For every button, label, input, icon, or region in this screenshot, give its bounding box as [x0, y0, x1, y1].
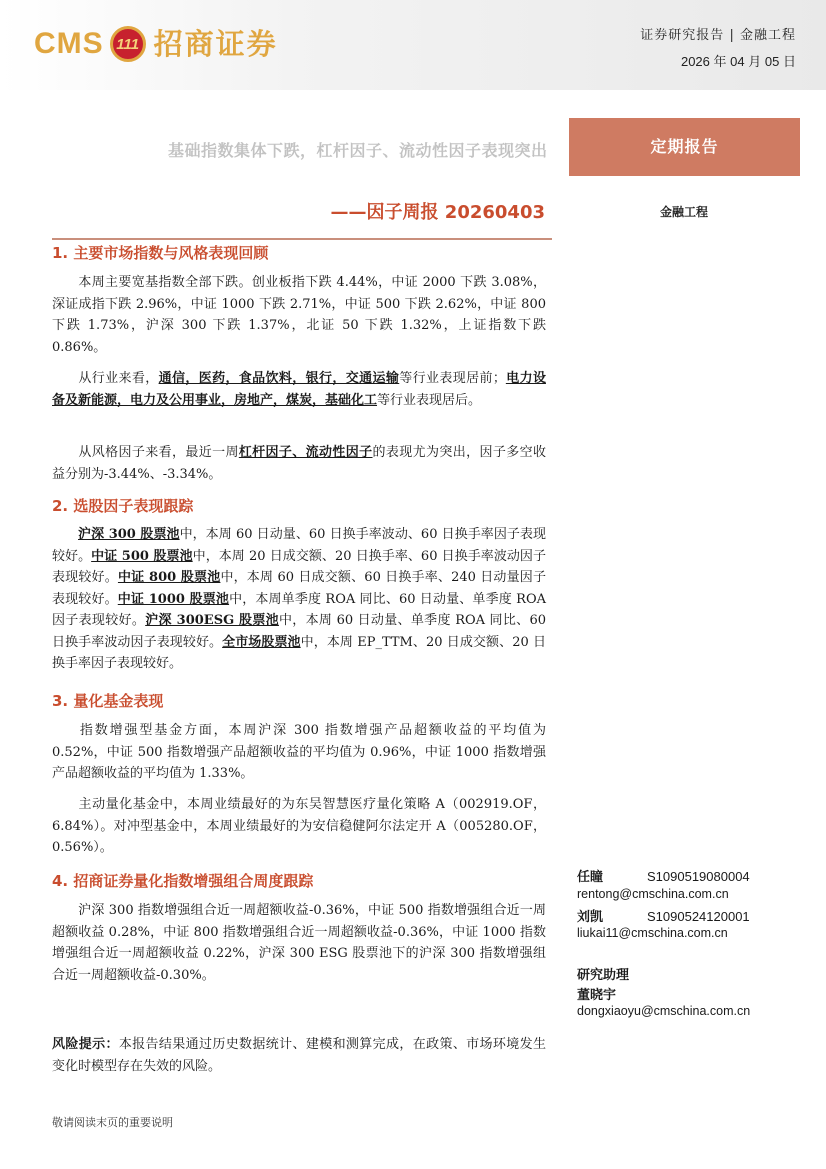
style-factors-highlight: 杠杆因子、流动性因子	[238, 445, 373, 460]
section-4-paragraph: 沪深 300 指数增强组合近一周超额收益-0.36%，中证 500 指数增强组合近一周超额收益 0.28%，中证 800 指数增强组合近一周超额收益-0.36%，中证 1000 指数增强组合近一周超额收益 0.22%，沪深 300 ESG 股票池下的沪深 300 指数增强组合近一周超额收益-0.30%。	[52, 903, 546, 983]
header-report-line	[640, 24, 796, 43]
logo-latin-text: CMS	[34, 27, 104, 60]
section-1-paragraph-2: 从行业来看，通信，医药，食品饮料，银行，交通运输等行业表现居前；电力设备及新能源，电力及公用事业，房地产，煤炭，基础化工等行业表现居后。	[52, 371, 546, 408]
pool-all-market: 全市场股票池	[222, 634, 301, 650]
research-assistant-label: 研究助理	[577, 968, 630, 983]
section-4-heading: 4. 招商证券量化指数增强组合周度跟踪	[52, 872, 314, 890]
logo-emblem-text: 111	[116, 35, 140, 53]
section-3-heading: 3. 量化基金表现	[52, 692, 164, 710]
logo-emblem-icon	[110, 26, 146, 62]
section-3-paragraph-1: 指数增强型基金方面，本周沪深 300 指数增强产品超额收益的平均值为 0.52%，中证 500 指数增强产品超额收益的平均值为 0.96%，中证 1000 指数增强产品超额收益的平均值为 1.33%。	[52, 723, 546, 781]
report-type: 证券研究报告	[640, 28, 725, 43]
logo-chinese-text: 招商证券	[153, 26, 278, 61]
section-3-paragraph-2: 主动量化基金中，本周业绩最好的为东吴智慧医疗量化策略 A（002919.OF，6.84%）。对冲型基金中，本周业绩最好的为安信稳健阿尔法定开 A（005280.OF，0.56%）。	[52, 797, 546, 855]
pool-hs300: 沪深 300 股票池	[78, 527, 180, 542]
header-meta	[640, 24, 796, 70]
header-separator: |	[729, 28, 735, 43]
analyst-1	[577, 866, 750, 885]
analyst-1-name: 任瞳	[577, 870, 604, 885]
report-kind-label: 定期报告	[650, 137, 719, 156]
analyst-2-cert: S1090524120001	[647, 909, 750, 924]
bottom-industries: 电力设备及新能源，电力及公用事业，房地产，煤炭，基础化工	[52, 371, 546, 408]
pool-zz1000: 中证 1000 股票池	[117, 591, 230, 607]
pool-zz800: 中证 800 股票池	[117, 570, 221, 585]
report-date: 2026 年 04 月 05 日	[680, 54, 796, 70]
analyst-2-name: 刘凯	[577, 910, 604, 925]
report-title: 基础指数集体下跌，杠杆因子、流动性因子表现突出	[168, 141, 548, 160]
research-assistant-email[interactable]: dongxiaoyu@cmschina.com.cn	[577, 1004, 751, 1018]
section-2-heading: 2. 选股因子表现跟踪	[52, 497, 194, 515]
sidebar-category: 金融工程	[660, 205, 709, 219]
report-kind-box	[569, 118, 800, 176]
analyst-2-email[interactable]: liukai11@cmschina.com.cn	[577, 926, 728, 940]
risk-warning	[52, 1034, 546, 1077]
section-1-paragraph-3: 从风格因子来看，最近一周杠杆因子、流动性因子的表现尤为突出，因子多空收益分别为-3.44%、-3.34%。	[52, 445, 546, 482]
report-subtitle: ——因子周报 20260403	[330, 202, 545, 223]
analyst-1-cert: S1090519080004	[647, 869, 750, 884]
analyst-1-email[interactable]: rentong@cmschina.com.cn	[577, 887, 729, 901]
top-industries: 通信，医药，食品饮料，银行，交通运输	[158, 371, 400, 386]
header-category: 金融工程	[739, 28, 796, 43]
risk-label: 风险提示：	[52, 1037, 119, 1052]
section-1-heading: 1. 主要市场指数与风格表现回顾	[52, 244, 269, 262]
risk-text: 本报告结果通过历史数据统计、建模和测算完成，在政策、市场环境发生变化时模型存在失效的风险。	[52, 1037, 546, 1074]
analyst-2	[577, 906, 750, 925]
footer-note: 敬请阅读末页的重要说明	[52, 1116, 173, 1129]
section-2-paragraph: 沪深 300 股票池中，本周 60 日动量、60 日换手率波动、60 日换手率因子表现较好。中证 500 股票池中，本周 20 日成交额、20 日换手率、60 日换手率波动因子表现较好。中证 800 股票池中，本周 60 日成交额、60 日换手率、240 日动量因子表现较好。中证 1000 股票池中，本周单季度 ROA 同比、60 日动量、单季度 ROA 因子表现较好。沪深 300ESG 股票池中，本周 60 日动量、单季度 ROA 同比、60 日换手率波动因子表现较好。全市场股票池中，本周 EP_TTM、20 日成交额、20 日换手率因子表现较好。	[52, 527, 546, 671]
research-assistant-name: 董晓宇	[577, 988, 617, 1003]
section-1-paragraph-1: 本周主要宽基指数全部下跌。创业板指下跌 4.44%，中证 2000 下跌 3.08%，深证成指下跌 2.96%，中证 1000 下跌 2.71%，中证 500 下跌 2.62%，中证 800 下跌 1.73%，沪深 300 下跌 1.37%，北证 50 下跌 1.32%，上证指数下跌 0.86%。	[52, 275, 546, 355]
pool-hs300esg: 沪深 300ESG 股票池	[145, 613, 279, 628]
company-logo	[34, 22, 278, 66]
pool-zz500: 中证 500 股票池	[91, 548, 193, 564]
title-divider	[52, 238, 552, 240]
